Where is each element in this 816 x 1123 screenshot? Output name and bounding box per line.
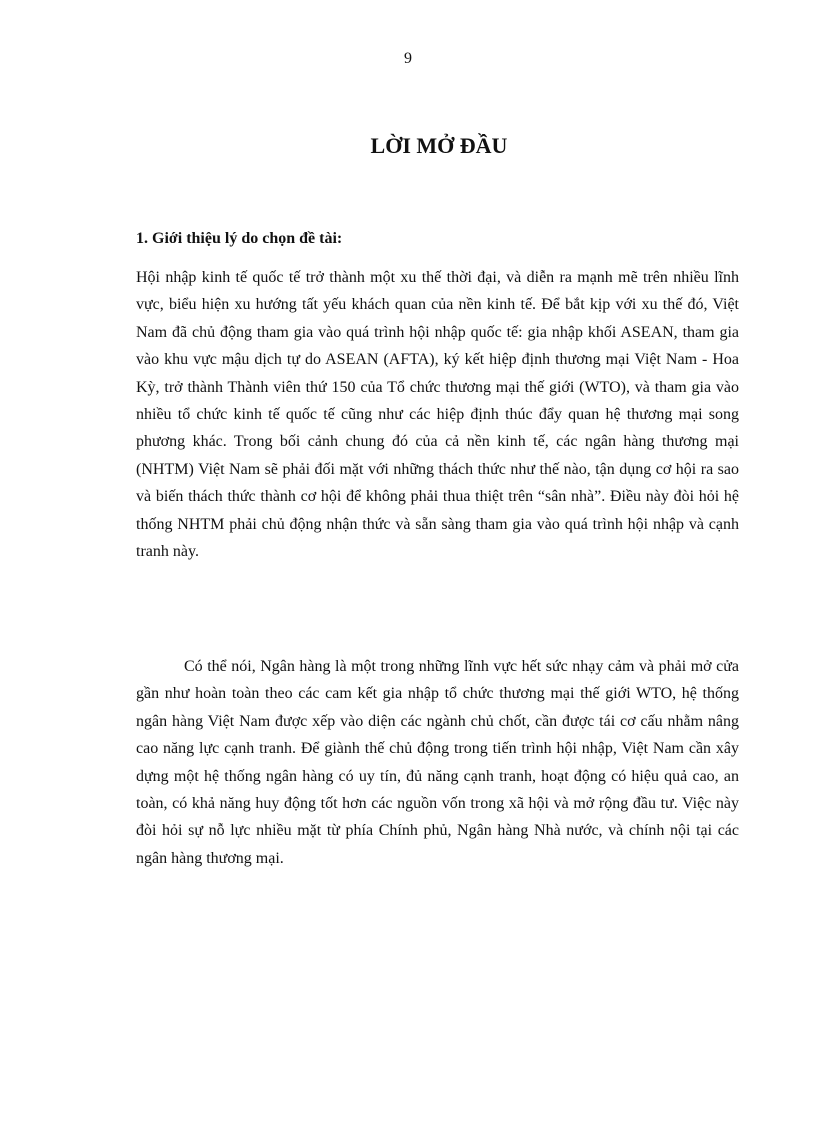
paragraph-2: Có thể nói, Ngân hàng là một trong những lĩnh vực hết sức nhạy cảm và phải mở cửa gần như hoàn toàn theo các cam kết gia nhập tổ chức thương mại thế giới WTO, hệ thống ngân hàng Việt Nam được xếp vào diện các ngành chủ chốt, cần được tái cơ cấu nhằm nâng cao năng lực cạnh tranh. Để giành thế chủ động trong tiến trình hội nhập, Việt Nam cần xây dựng một hệ thống ngân hàng có uy tín, đủ năng cạnh tranh, hoạt động có hiệu quả cao, an toàn, có khả năng huy động tốt hơn các nguồn vốn trong xã hội và mở rộng đầu tư. Việc này đòi hỏi sự nỗ lực nhiều mặt từ phía Chính phủ, Ngân hàng Nhà nước, và chính nội tại các ngân hàng thương mại. xyxy=(136,658,739,867)
section-heading: 1. Giới thiệu lý do chọn đề tài: xyxy=(136,230,343,247)
page-number: 9 xyxy=(404,50,412,67)
paragraph-1: Hội nhập kinh tế quốc tế trở thành một xu thế thời đại, và diễn ra mạnh mẽ trên nhiều lĩnh vực, biểu hiện xu hướng tất yếu khách quan của nền kinh tế. Để bắt kịp với xu thế đó, Việt Nam đã chủ động tham gia vào quá trình hội nhập quốc tế: gia nhập khối ASEAN, tham gia vào khu vực mậu dịch tự do ASEAN (AFTA), ký kết hiệp định thương mại Việt Nam - Hoa Kỳ, trở thành Thành viên thứ 150 của Tổ chức thương mại thế giới (WTO), và tham gia vào nhiều tổ chức kinh tế quốc tế cũng như các hiệp định thúc đẩy quan hệ thương mại song phương khác. Trong bối cảnh chung đó của cả nền kinh tế, các ngân hàng thương mại (NHTM) Việt Nam sẽ phải đối mặt với những thách thức như thế nào, tận dụng cơ hội ra sao và biến thách thức thành cơ hội để không phải thua thiệt trên “sân nhà”. Điều này đòi hỏi hệ thống NHTM phải chủ động nhận thức và sẵn sàng tham gia vào quá trình hội nhập và cạnh tranh này. xyxy=(136,269,739,561)
page-title: LỜI MỞ ĐẦU xyxy=(370,133,508,158)
